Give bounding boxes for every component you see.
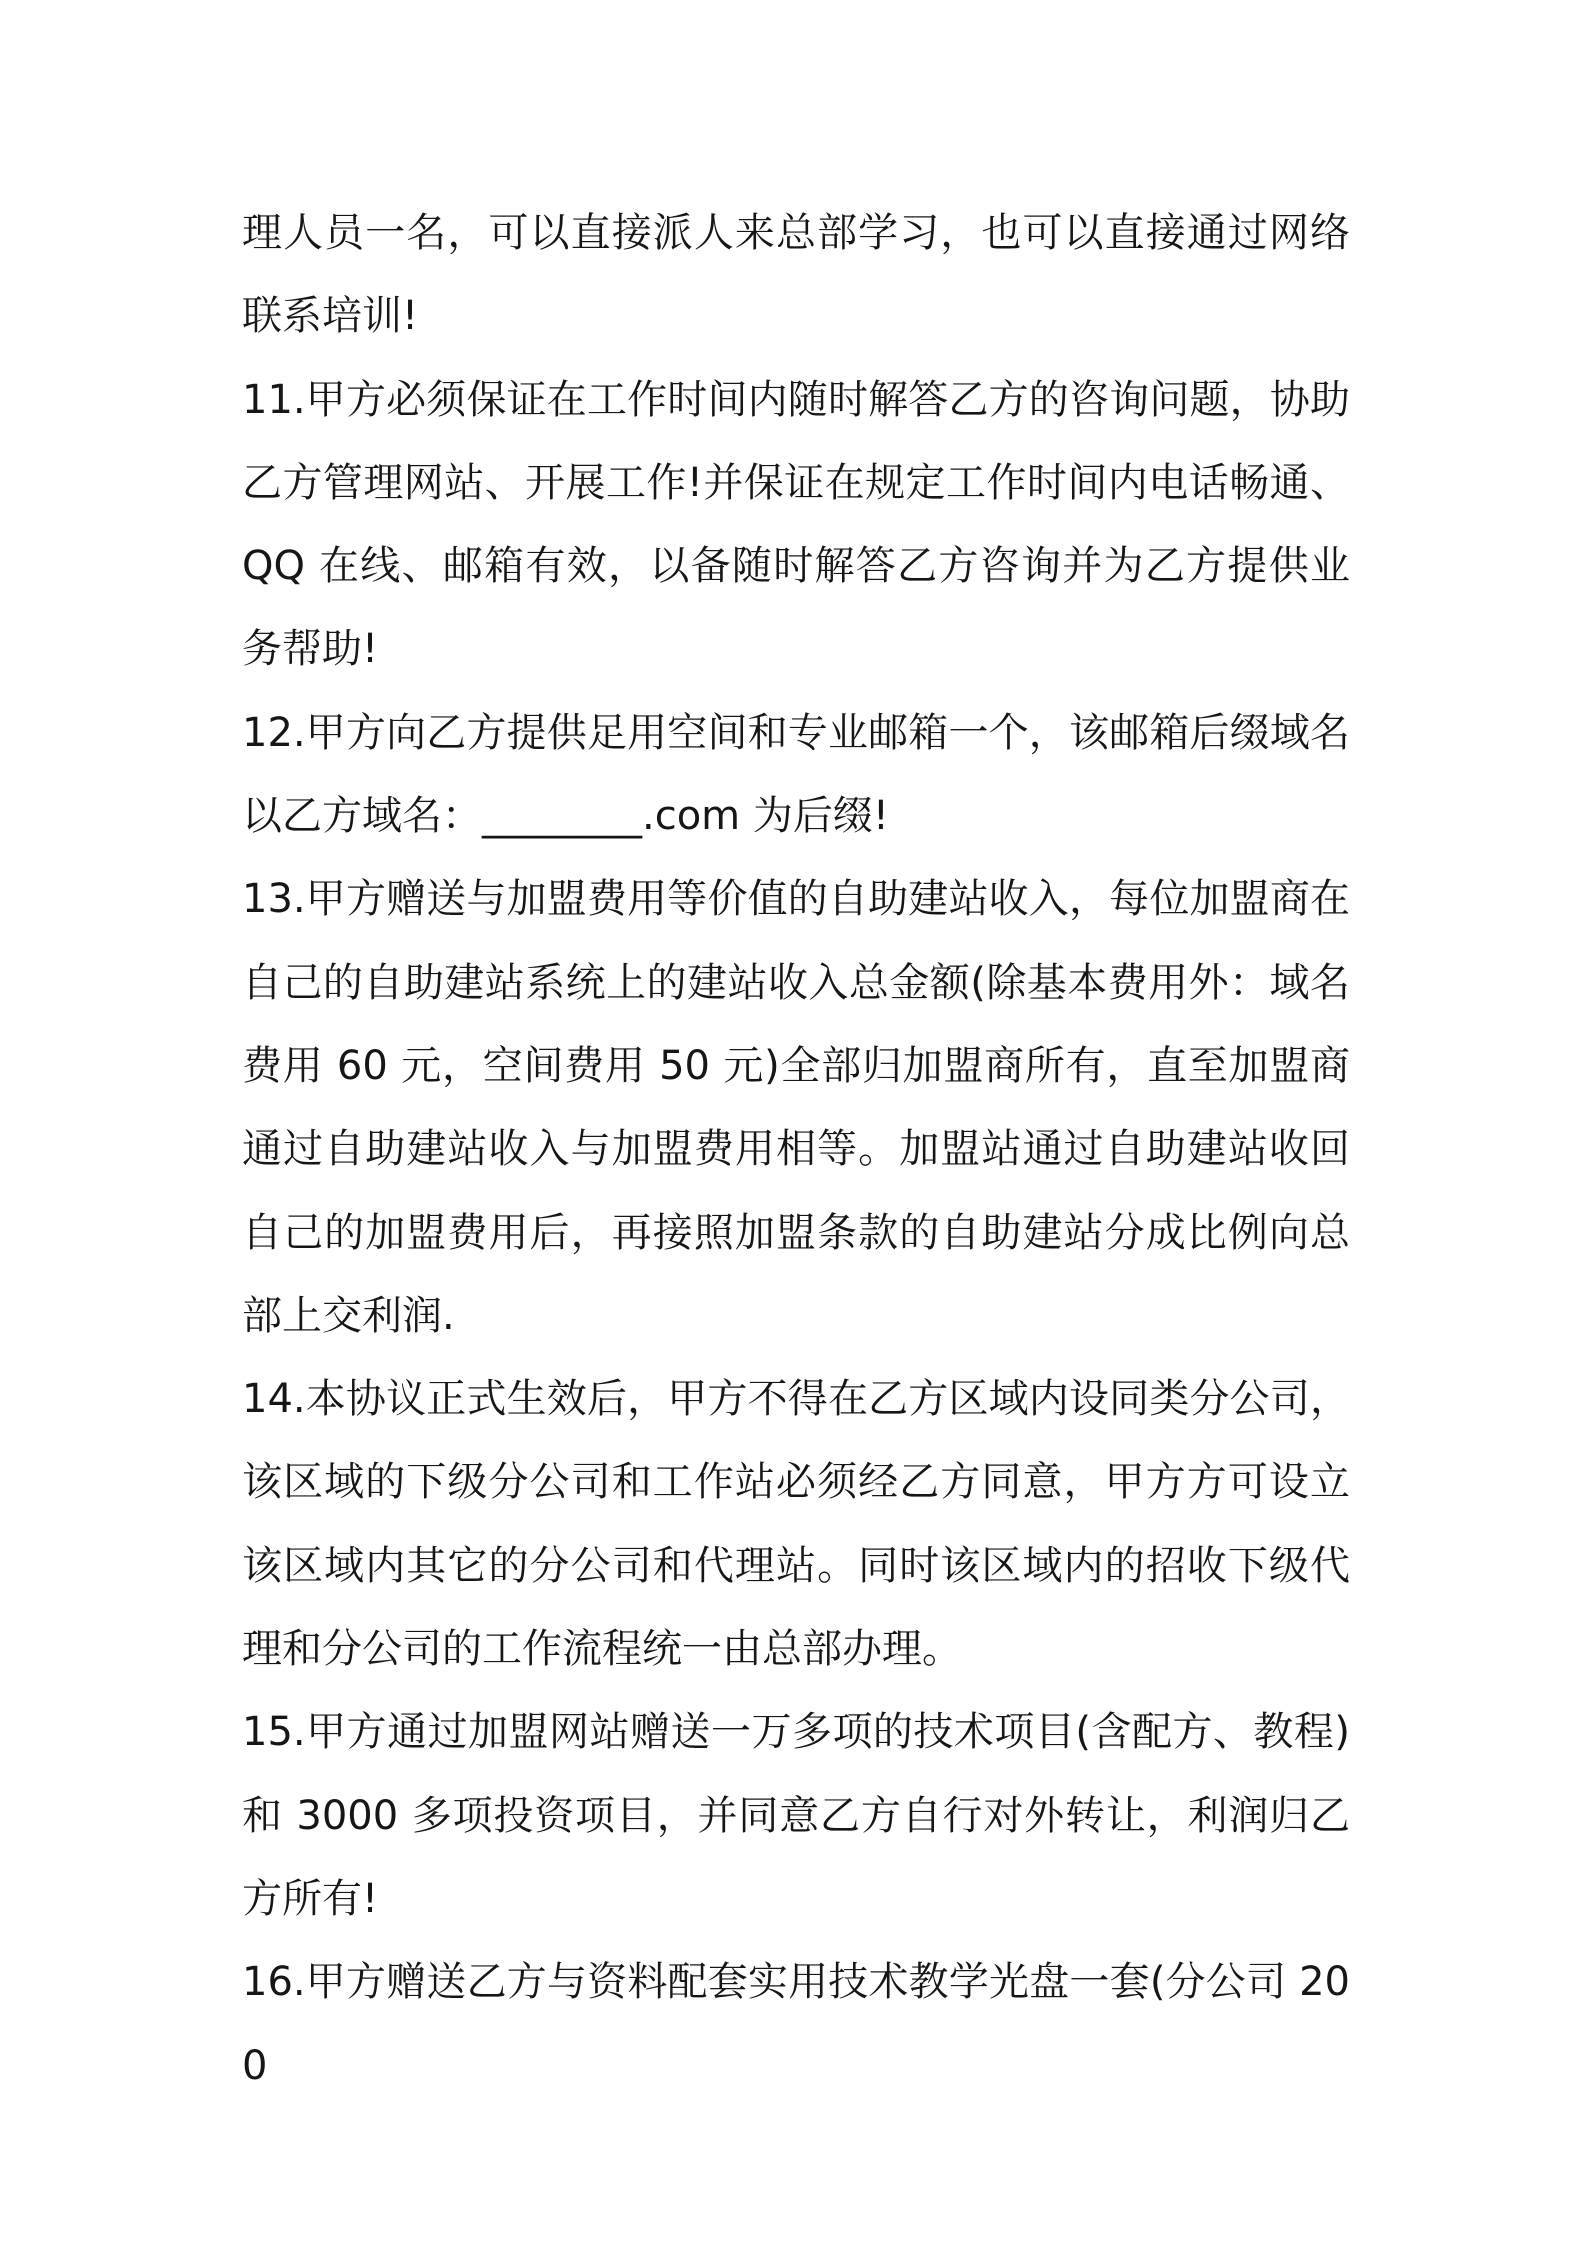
document-body bbox=[242, 192, 1350, 2108]
paragraph-clause-12: 12.甲方向乙方提供足用空间和专业邮箱一个，该邮箱后缀域名以乙方域名：________.com 为后缀! bbox=[242, 709, 1350, 840]
paragraph-clause-16: 16.甲方赠送乙方与资料配套实用技术教学光盘一套(分公司 200 bbox=[242, 1959, 1350, 2089]
paragraph-clause-15: 15.甲方通过加盟网站赠送一万多项的技术项目(含配方、教程)和 3000 多项投资项目，并同意乙方自行对外转让，利润归乙方所有! bbox=[242, 1709, 1350, 1922]
paragraph-clause-14: 14.本协议正式生效后，甲方不得在乙方区域内设同类分公司，该区域的下级分公司和工作站必须经乙方同意，甲方方可设立该区域内其它的分公司和代理站。同时该区域内的招收下级代理和分公司的工作流程统一由总部办理。 bbox=[242, 1376, 1350, 1673]
paragraph-clause-13: 13.甲方赠送与加盟费用等价值的自助建站收入，每位加盟商在自己的自助建站系统上的建站收入总金额(除基本费用外：域名费用 60 元，空间费用 50 元)全部归加盟商所有，直至加盟商通过自助建站收入与加盟费用相等。加盟站通过自助建站收回自己的加盟费用后，再接照加盟条款的自助建站分成比例向总部上交利润. bbox=[242, 876, 1350, 1339]
paragraph-clause-11: 11.甲方必须保证在工作时间内随时解答乙方的咨询问题，协助乙方管理网站、开展工作!并保证在规定工作时间内电话畅通、QQ 在线、邮箱有效，以备随时解答乙方咨询并为乙方提供业务帮助! bbox=[242, 376, 1350, 673]
paragraph-training: 理人员一名，可以直接派人来总部学习，也可以直接通过网络联系培训! bbox=[242, 210, 1350, 340]
